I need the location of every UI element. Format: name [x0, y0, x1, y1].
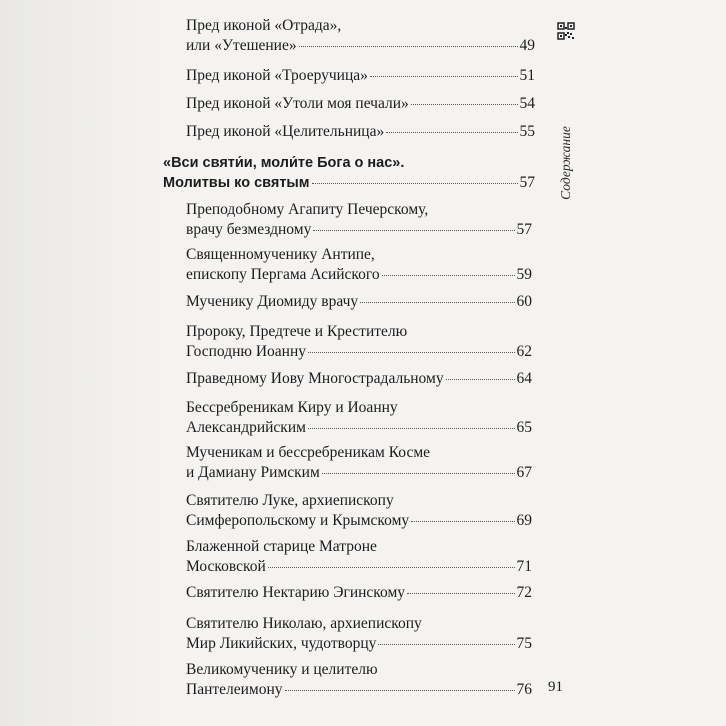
dot-leader [268, 567, 515, 568]
section-title-line: Молитвы ко святым [163, 175, 310, 191]
toc-entry-title-line: Пред иконой «Троеручица» [186, 67, 368, 84]
toc-entry[interactable] [186, 537, 532, 577]
dot-leader [411, 104, 518, 105]
toc-entry[interactable] [186, 369, 532, 389]
dot-leader [299, 46, 518, 47]
toc-entry[interactable] [186, 322, 532, 362]
toc-entry-title-line: Александрийским [186, 419, 306, 436]
toc-page-number: 76 [516, 681, 532, 698]
toc-entry[interactable] [186, 122, 535, 142]
toc-page-number: 64 [516, 370, 532, 387]
toc-entry[interactable] [186, 66, 535, 86]
toc-entry-title-line: Праведному Иову Многострадальному [186, 370, 444, 387]
toc-page-number: 72 [516, 584, 532, 601]
toc-entry-title-line: Московской [186, 558, 266, 575]
dot-leader [308, 428, 515, 429]
dot-leader [411, 521, 514, 522]
toc-entry[interactable] [186, 583, 532, 603]
toc-entry-title-line: Преподобному Агапиту Печерскому, [186, 201, 429, 218]
toc-entry-title-line: Великомученику и целителю [186, 661, 378, 678]
toc-entry-title-line: Господню Иоанну [186, 343, 307, 360]
toc-entry-title-line: Святителю Николаю, архиепископу [186, 615, 422, 632]
toc-page-number: 59 [516, 266, 532, 283]
toc-entry-title-line: Блаженной старице Матроне [186, 538, 377, 555]
toc-entry[interactable] [186, 660, 532, 700]
toc-page-number: 51 [519, 67, 535, 84]
toc-entry[interactable] [186, 614, 532, 654]
toc-page-number: 71 [516, 558, 532, 575]
toc-entry-title-line: Мученику Диомиду врачу [186, 293, 359, 310]
toc-entry-title-line: и Дамиану Римским [186, 464, 320, 481]
toc-entry-title-line: Бессребреникам Киру и Иоанну [186, 399, 398, 416]
dot-leader [313, 230, 514, 231]
toc-entry-title-line: епископу Пергама Асийского [186, 266, 380, 283]
toc-entry-title-line: Пантелеимону [186, 681, 283, 698]
toc-entry[interactable] [186, 292, 532, 312]
toc-section-heading[interactable] [163, 153, 535, 193]
toc-entry[interactable] [186, 200, 532, 240]
toc-page-number: 55 [519, 123, 535, 140]
toc-entry[interactable] [186, 245, 532, 285]
toc-entry-title-line: врачу безмездному [186, 221, 312, 238]
toc-page-number: 65 [516, 419, 532, 436]
toc-entry-title-line: или «Утешение» [186, 37, 297, 54]
toc-page-number: 57 [516, 221, 532, 238]
page-number: 91 [548, 679, 563, 695]
toc-page-number: 67 [516, 464, 532, 481]
toc-entry-title-line: Святителю Нектарию Эгинскому [186, 584, 406, 601]
toc-entry-title-line: Пред иконой «Целительница» [186, 123, 385, 140]
toc-page-number: 49 [519, 37, 535, 54]
toc-page-number: 54 [519, 95, 535, 112]
dot-leader [446, 379, 515, 380]
toc-entry-title-line: Святителю Луке, архиепископу [186, 492, 394, 509]
dot-leader [312, 183, 518, 184]
section-title-line: «Вси святи́и, моли́те Бога о нас». [163, 155, 405, 171]
toc-page-number: 62 [516, 343, 532, 360]
dot-leader [386, 132, 517, 133]
dot-leader [370, 76, 518, 77]
running-title-text: Содержание [558, 126, 573, 200]
toc-entry-title-line: Симферопольскому и Крымскому [186, 512, 410, 529]
toc-entry[interactable] [186, 443, 532, 483]
toc-page-number: 57 [519, 174, 535, 191]
toc-entry-title-line: Священномученику Антипе, [186, 246, 375, 263]
dot-leader [322, 473, 515, 474]
toc-entry-title-line: Пророку, Предтече и Крестителю [186, 323, 408, 340]
toc-entry[interactable] [186, 16, 535, 56]
toc-entry-title-line: Пред иконой «Утоли моя печали» [186, 95, 409, 112]
toc-entry-title-line: Мученикам и бессребреникам Косме [186, 444, 431, 461]
dot-leader [308, 352, 514, 353]
dot-leader [407, 593, 514, 594]
toc-page-number: 75 [516, 635, 532, 652]
toc-entry[interactable] [186, 94, 535, 114]
toc-entry-title-line: Мир Ликийских, чудотворцу [186, 635, 377, 652]
dot-leader [285, 690, 515, 691]
toc-entry[interactable] [186, 491, 532, 531]
dot-leader [360, 302, 514, 303]
toc-entry[interactable] [186, 398, 532, 438]
dot-leader [382, 275, 515, 276]
toc-page-number: 69 [516, 512, 532, 529]
toc-entry-title-line: Пред иконой «Отрада», [186, 17, 342, 34]
dot-leader [378, 644, 514, 645]
toc-page-number: 60 [516, 293, 532, 310]
